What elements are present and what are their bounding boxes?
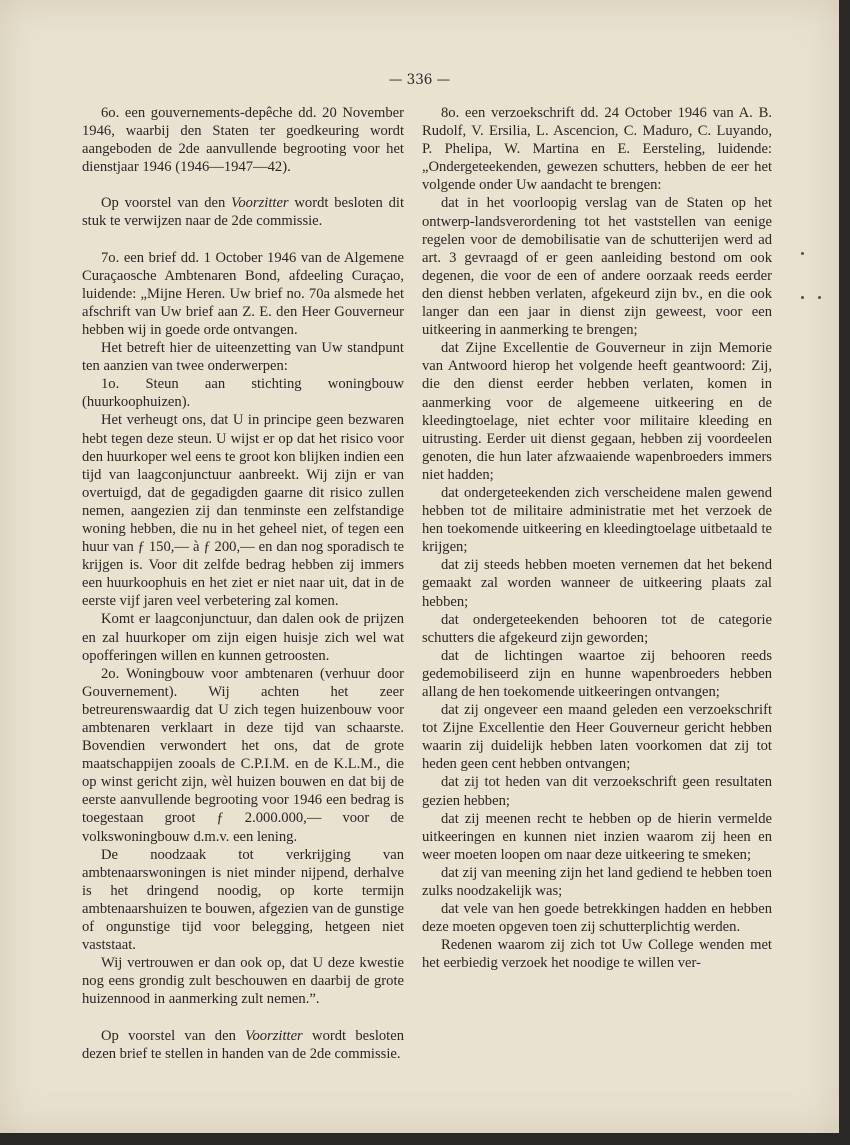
petition-clause-2: dat Zijne Excellentie de Gouverneur in zijn Memorie van Antwoord hierop het volgende heeft geantwoord: Zij, die den dienst eerder hebben verlaten, komen in aanmerking voor de algemeene uitkeering en de kleedingtoelage, niet echter voor militaire kleeding en uitrusting. Eerder uit dienst gegaan, hebben zij voordeelen genoten, die hun later afzwaaiende wapenbroeders immers niet hadden; bbox=[422, 340, 772, 483]
trust-paragraph: Wij vertrouwen er dan ook op, dat U deze kwestie nog eens grondig zult beschouwen en daarbij de grote huizennood in aanmerking zult nemen.”. bbox=[82, 955, 404, 1008]
page-number: — 336 — bbox=[388, 72, 451, 88]
petition-clause-5: dat ondergeteekenden behooren tot de categorie schutters die afgekeurd zijn geworden; bbox=[422, 611, 772, 646]
petition-clause-10: dat zij van meening zijn het land gediend te hebben toen zulks noodzakelijk was; bbox=[422, 864, 772, 900]
paper-speck bbox=[801, 296, 804, 299]
right-column bbox=[422, 104, 772, 973]
petition-clause-1: dat in het voorloopig verslag van de Staten op het ontwerp-landsverordening tot het vaststellen van eenige regelen voor de demobilisatie van de schutterijen werd ad art. 3 gevraagd of er geen aanleiding bestond om ook degenen, die voor de een of andere oorzaak reeds eerder den dienst hebben verlaten, afgekeurd zijn bv., en die ook langer dan een jaar in dienst zijn geweest, voor een uitkeering in aanmerking te brengen; bbox=[422, 195, 772, 339]
low-conjuncture-paragraph: Komt er laagconjunctuur, dan dalen ook de prijzen en zal huurkoper om zijn eigen huisje zich wel wat opofferingen willen en kunnen getroosten. bbox=[82, 611, 404, 664]
petition-closing: Redenen waarom zij zich tot Uw College wenden met het eerbiedig verzoek het noodige te willen ver- bbox=[422, 937, 772, 972]
petition-clause-3: dat ondergeteekenden zich verscheidene malen gewend hebben tot de militaire administratie met het verzoek de hen toekomende uitkeering en kleedingtoelage uitbetaald te krijgen; bbox=[422, 484, 772, 556]
motion-paragraph-7: Op voorstel van den Voorzitter wordt besloten dezen brief te stellen in handen van de 2de commissie. bbox=[82, 1027, 404, 1062]
petition-clause-4: dat zij steeds hebben moeten vernemen dat het bekend gemaakt zal worden wanneer de uitkeering plaats zal hebben; bbox=[422, 557, 772, 610]
housing-support-paragraph: Het verheugt ons, dat U in principe geen bezwaren hebt tegen deze steun. U wijst er op dat het risico voor den huurkoper wel eens te groot kon blijken indien een tijd van laagconjunctuur aanbreekt. Wij zijn er van overtuigd, dat de gegadigden gaarne dit risico zullen nemen, aangezien zij dan tenminste een zelfstandige woning hebben, die nu in het geheel niet, of tegen een huur van ƒ 150,— à ƒ 200,— en dan nog sporadisch te krijgen is. Voor dit zelfde bedrag hebben zij immers een huurkoophuis en het ziet er niet naar uit, dat in de eerste vijf jaren veel verbetering zal komen. bbox=[82, 412, 404, 610]
subject-2-paragraph: 2o. Woningbouw voor ambtenaren (verhuur door Gouvernement). Wij achten het zeer betreurenswaardig dat U zich tegen huizenbouw voor ambtenaren verklaart in deze tijd van schaarste. Bovendien verwondert het ons, dat de grote maatschappijen zooals de C.P.I.M. en de K.L.M., die op winst gericht zijn, wèl huizen bouwen en dat bij de eerste aanvullende begrooting voor 1946 een bedrag is toegestaan groot ƒ 2.000.000,— voor de volkswoningbouw d.m.v. een lening. bbox=[82, 665, 404, 845]
petition-clause-9: dat zij meenen recht te hebben op de hierin vermelde uitkeeringen en kunnen niet inzien waarom zij heen en weer moeten loopen om naar deze uitkeering te smeken; bbox=[422, 810, 772, 863]
petition-clause-6: dat de lichtingen waartoe zij behooren reeds gedemobiliseerd zijn en hunne wapenbroeders hebben allang de hen toekomende uitkeeringen ontvangen; bbox=[422, 647, 772, 700]
petition-clause-7: dat zij ongeveer een maand geleden een verzoekschrift tot Zijne Excellentie den Heer Gouverneur gericht hebben waarin zij duidelijk hebben laten voorkomen dat zij tot heden geen cent hebben ontvangen; bbox=[422, 702, 772, 773]
left-column bbox=[82, 104, 404, 1063]
paper-speck bbox=[818, 296, 821, 299]
item-8-paragraph: 8o. een verzoekschrift dd. 24 October 1946 van A. B. Rudolf, V. Ersilia, L. Ascencion, C. Maduro, C. Luyando, P. Phelipa, W. Martina en E. Eersteling, luidende: „Ondergeteekenden, gewezen schutters, hebben de eer het volgende onder Uw aandacht te brengen: bbox=[422, 105, 772, 194]
petition-clause-8: dat zij tot heden van dit verzoekschrift geen resultaten gezien hebben; bbox=[422, 774, 772, 809]
standpoint-paragraph: Het betreft hier de uiteenzetting van Uw standpunt ten aanzien van twee onderwerpen: bbox=[82, 340, 404, 375]
necessity-paragraph: De noodzaak tot verkrijging van ambtenaarswoningen is niet minder nijpend, derhalve is het dringend noodig, op korte termijn ambtenaarshuizen te bouwen, afgezien van de gunstige of ongunstige tijd voor belegging, hetgeen niet vaststaat. bbox=[82, 846, 404, 954]
motion-paragraph-6: Op voorstel van den Voorzitter wordt besloten dit stuk te verwijzen naar de 2de commissie. bbox=[82, 195, 404, 230]
item-7-paragraph: 7o. een brief dd. 1 October 1946 van de Algemene Curaçaosche Ambtenaren Bond, afdeeling Curaçao, luidende: „Mijne Heren. Uw brief no. 70a alsmede het afschrift van Uw brief aan Z. E. den Heer Gouverneur hebben wij in goede orde ontvangen. bbox=[82, 249, 404, 338]
subject-1-heading: 1o. Steun aan stichting woningbouw (huurkoophuizen). bbox=[82, 376, 404, 411]
item-6-paragraph: 6o. een gouvernements-depêche dd. 20 November 1946, waarbij den Staten ter goedkeuring wordt aangeboden de 2de aanvullende begrooting voor het dienstjaar 1946 (1946—1947—42). bbox=[82, 105, 404, 176]
paper-speck bbox=[801, 252, 804, 255]
petition-clause-11: dat vele van hen goede betrekkingen hadden en hebben deze moeten opgeven toen zij schutterplichtig werden. bbox=[422, 901, 772, 936]
